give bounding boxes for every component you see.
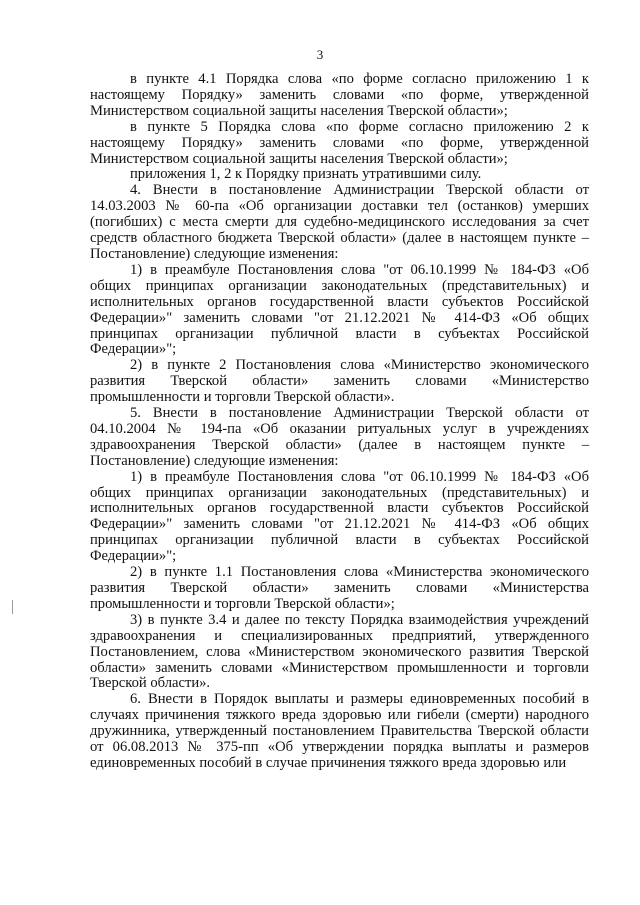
paragraph-item-5-amendment: в пункте 5 Порядка слова «по форме согласно приложению 2 к настоящему Порядку» заменить словами «по форме, утвержденной Министерством социальной защиты населения Тверской области»;: [90, 118, 589, 167]
paragraph-section-5-subitem-3: 3) в пункте 3.4 и далее по тексту Порядка взаимодействия учреждений здравоохранения и специализированных предприятий, утвержденного Постановлением, слова «Министерством экономического развития Тверской области» заменить словами «Министерством промышленности и торговли Тверской области».: [90, 611, 589, 692]
paragraph-appendices-void: приложения 1, 2 к Порядку признать утратившими силу.: [130, 166, 482, 183]
paragraph-section-5: 5. Внести в постановление Администрации Тверской области от 04.10.2004 № 194-па «Об оказании ритуальных услуг в учреждениях здравоохранения Тверской области» (далее в настоящем пункте – Постановление) следующие изменения:: [90, 405, 589, 469]
document-body: [90, 72, 589, 772]
paragraph-item-4-1-amendment: в пункте 4.1 Порядка слова «по форме согласно приложению 1 к настоящему Порядку» заменить словами «по форме, утвержденной Министерством социальной защиты населения Тверской области»;: [90, 71, 589, 119]
paragraph-section-5-subitem-2: 2) в пункте 1.1 Постановления слова «Министерства экономического развития Тверской области» заменить словами «Министерства промышленности и торговли Тверской области»;: [90, 564, 589, 612]
paragraph-section-4-subitem-2: 2) в пункте 2 Постановления слова «Министерство экономического развития Тверской области» заменить словами «Министерство промышленности и торговли Тверской области».: [90, 357, 589, 406]
paragraph-section-5-subitem-1: 1) в преамбуле Постановления слова "от 06.10.1999 № 184-ФЗ «Об общих принципах организации законодательных (представительных) и исполнительных органов государственной власти субъектов Российской Федерации»" заменить словами "от 21.12.2021 № 414-ФЗ «Об общих принципах организации публичной власти в субъектах Российской Федерации»";: [90, 468, 589, 565]
paragraph-section-6: 6. Внести в Порядок выплаты и размеры единовременных пособий в случаях причинения тяжкого вреда здоровью или гибели (смерти) народного дружинника, утвержденный постановлением Правительства Тверской области от 06.08.2013 № 375-пп «Об утверждении порядка выплаты и размеров единовременных пособий в случае причинения тяжкого вреда здоровью или: [90, 691, 589, 771]
paragraph-section-4-subitem-1: 1) в преамбуле Постановления слова "от 06.10.1999 № 184-ФЗ «Об общих принципах организации законодательных (представительных) и исполнительных органов государственной власти субъектов Российской Федерации»" заменить словами "от 21.12.2021 № 414-ФЗ «Об общих принципах организации публичной власти в субъектах Российской Федерации»";: [90, 261, 589, 358]
page-number: 3: [316, 47, 324, 62]
scan-edge-mark: [12, 600, 13, 614]
paragraph-section-4: 4. Внести в постановление Администрации Тверской области от 14.03.2003 № 60-па «Об организации доставки тел (останков) умерших (погибших) с места смерти для судебно-медицинского исследования за счет средств областного бюджета Тверской области» (далее в настоящем пункте – Постановление) следующие изменения:: [90, 182, 589, 262]
